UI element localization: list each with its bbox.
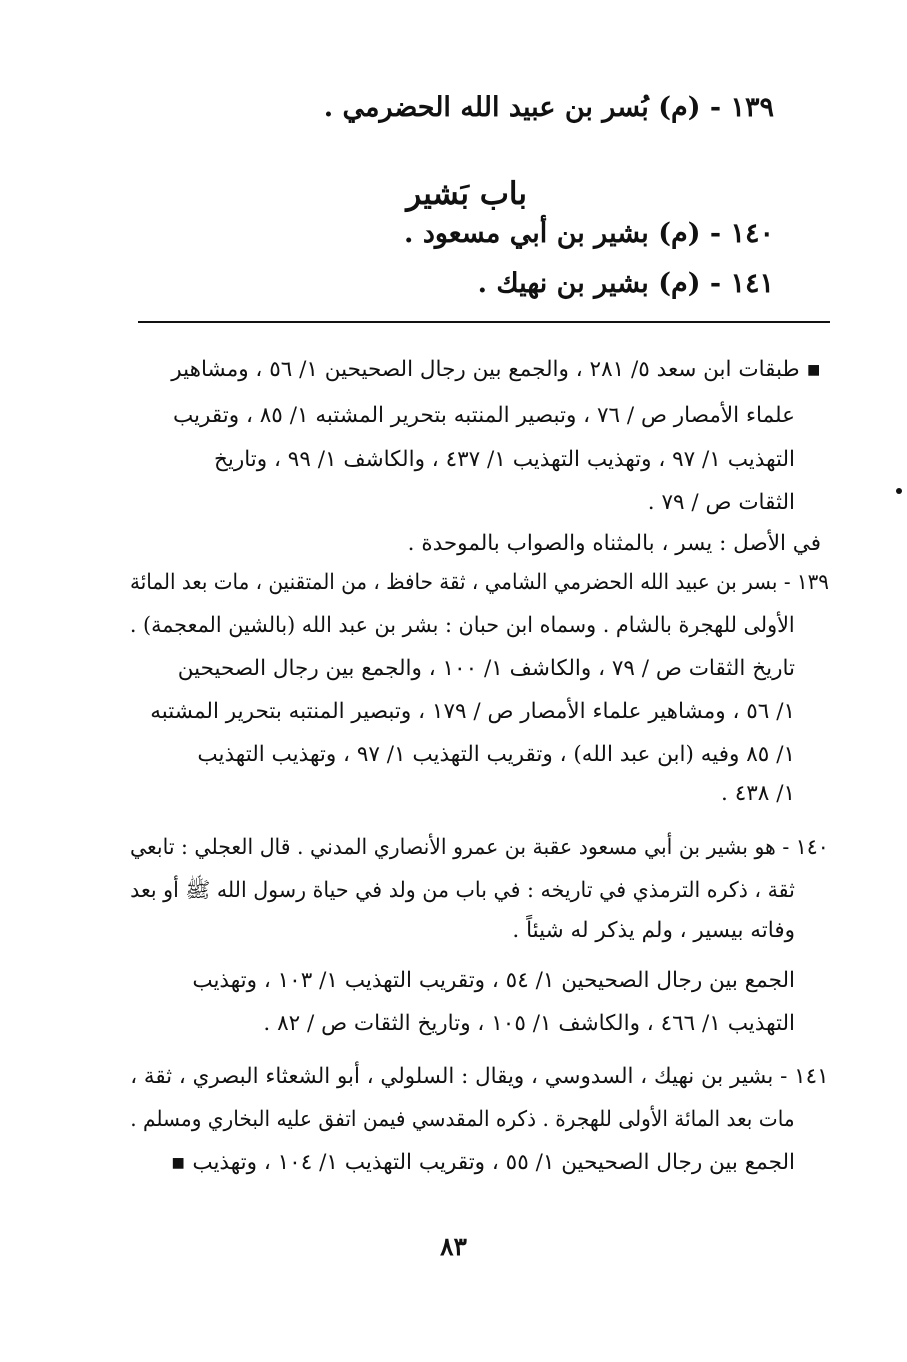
footnote-139-line: ١٣٩ - بسر بن عبيد الله الحضرمي الشامي ، ثقة حافظ ، من المتقنين ، مات بعد المائة bbox=[130, 570, 829, 595]
footnote-139-line: الأولى للهجرة بالشام . وسماه ابن حبان : بشر بن عبد الله (بالشين المعجمة) . bbox=[130, 613, 795, 638]
footnote-line: علماء الأمصار ص / ٧٦ ، وتبصير المنتبه بتحرير المشتبه ١/ ٨٥ ، وتقريب bbox=[172, 403, 795, 428]
footnote-line: التهذيب ١/ ٩٧ ، وتهذيب التهذيب ١/ ٤٣٧ ، والكاشف ١/ ٩٩ ، وتاريخ bbox=[213, 447, 795, 472]
footnote-140-line: ١٤٠ - هو بشير بن أبي مسعود عقبة بن عمرو الأنصاري المدني . قال العجلي : تابعي bbox=[130, 835, 829, 860]
footnote-141-line: مات بعد المائة الأولى للهجرة . ذكره المقدسي فيمن اتفق عليه البخاري ومسلم . bbox=[130, 1107, 795, 1132]
entry-140: ١٤٠ - (م) بشير بن أبي مسعود . bbox=[404, 218, 774, 249]
footnote-line: في الأصل : يسر ، بالمثناه والصواب بالموحدة . bbox=[407, 531, 821, 556]
footnote-139-line: ١/ ٨٥ وفيه (ابن عبد الله) ، وتقريب التهذيب ١/ ٩٧ ، وتهذيب التهذيب bbox=[197, 742, 795, 767]
section-heading: باب بَشير bbox=[406, 176, 527, 212]
footnote-divider bbox=[138, 321, 830, 323]
footnote-140-line: التهذيب ١/ ٤٦٦ ، والكاشف ١/ ١٠٥ ، وتاريخ الثقات ص / ٨٢ . bbox=[263, 1011, 795, 1036]
footnote-139-line: تاريخ الثقات ص / ٧٩ ، والكاشف ١/ ١٠٠ ، والجمع بين رجال الصحيحين bbox=[177, 656, 795, 681]
footnote-141-line: الجمع بين رجال الصحيحين ١/ ٥٥ ، وتقريب التهذيب ١/ ١٠٤ ، وتهذيب ▪ bbox=[170, 1150, 795, 1175]
page-number: ٨٣ bbox=[440, 1232, 467, 1261]
entry-141: ١٤١ - (م) بشير بن نهيك . bbox=[477, 268, 774, 299]
footnote-141-line: ١٤١ - بشير بن نهيك ، السدوسي ، ويقال : السلولي ، أبو الشعثاء البصري ، ثقة ، bbox=[130, 1064, 829, 1089]
footnote-139-line: ١/ ٤٣٨ . bbox=[721, 781, 795, 806]
footnote-140-line: الجمع بين رجال الصحيحين ١/ ٥٤ ، وتقريب التهذيب ١/ ١٠٣ ، وتهذيب bbox=[192, 968, 795, 993]
footnote-line: الثقات ص / ٧٩ . bbox=[647, 490, 795, 515]
footnote-140-line: ثقة ، ذكره الترمذي في تاريخه : في باب من ولد في حياة رسول الله ﷺ أو بعد bbox=[130, 878, 795, 903]
footnote-140-line: وفاته بيسير ، ولم يذكر له شيئاً . bbox=[512, 918, 795, 943]
margin-mark bbox=[896, 488, 902, 494]
footnote-line: ▪ طبقات ابن سعد ٥/ ٢٨١ ، والجمع بين رجال الصحيحين ١/ ٥٦ ، ومشاهير bbox=[171, 357, 821, 382]
footnote-139-line: ١/ ٥٦ ، ومشاهير علماء الأمصار ص / ١٧٩ ، وتبصير المنتبه بتحرير المشتبه bbox=[150, 699, 795, 724]
entry-139: ١٣٩ - (م) بُسر بن عبيد الله الحضرمي . bbox=[323, 92, 774, 123]
